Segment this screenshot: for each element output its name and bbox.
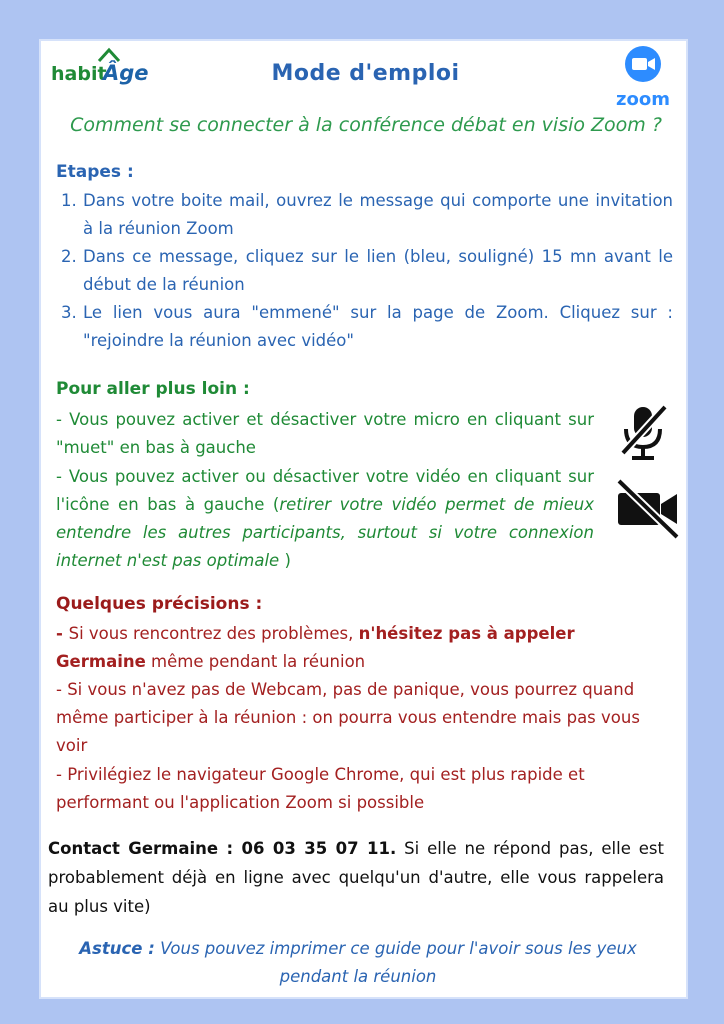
video-off-icon xyxy=(615,477,681,541)
precisions-heading: Quelques précisions : xyxy=(56,594,263,614)
browser-paragraph: - Privilégiez le navigateur Google Chrome, qui est plus rapide et performant ou l'application Zoom si possible xyxy=(56,765,585,812)
subtitle: Comment se connecter à la conférence débat en visio Zoom ? xyxy=(70,114,662,136)
micro-paragraph: - Vous pouvez activer et désactiver votre micro en cliquant sur "muet" en bas à gauche xyxy=(56,410,594,457)
mic-off-icon xyxy=(615,401,671,463)
problems-dash: - xyxy=(56,624,69,643)
step-item xyxy=(61,187,673,243)
video-end: ) xyxy=(279,551,291,570)
step-number: 1. xyxy=(61,191,77,210)
step-item xyxy=(61,299,673,355)
problems-end: même pendant la réunion xyxy=(145,652,366,671)
video-text: - Vous pouvez activer ou désactiver votre vidéo en cliquant sur l'icône en bas à gauche ( xyxy=(56,467,594,514)
logo-habit-text: habit xyxy=(51,63,107,85)
steps-list xyxy=(61,187,673,355)
step-number: 2. xyxy=(61,247,77,266)
call-germaine-text: n'hésitez pas à appeler Germaine xyxy=(56,624,575,671)
problems-paragraph xyxy=(56,620,668,676)
step-text: Dans ce message, cliquez sur le lien (bleu, souligné) 15 mn avant le début de la réunion xyxy=(83,247,673,294)
video-paragraph xyxy=(56,463,594,575)
video-note: retirer votre vidéo permet de mieux entendre les autres participants, surtout si votre connexion internet n'est pas optimale xyxy=(56,495,594,570)
zoom-logo-word: zoom xyxy=(616,89,670,110)
logo-age-text: Âge xyxy=(103,61,149,85)
etapes-heading: Etapes : xyxy=(56,162,134,182)
contact-text: Si elle ne répond pas, elle est probablement déjà en ligne avec quelqu'un d'autre, elle vous rappelera au plus vite) xyxy=(48,839,664,916)
step-text: Le lien vous aura "emmené" sur la page de Zoom. Cliquez sur : "rejoindre la réunion avec vidéo" xyxy=(83,303,673,350)
astuce-text: Vous pouvez imprimer ce guide pour l'avoir sous les yeux pendant la réunion xyxy=(154,939,637,986)
webcam-paragraph: - Si vous n'avez pas de Webcam, pas de panique, vous pourrez quand même participer à la réunion : on pourra vous entendre mais pas vous voir xyxy=(56,680,640,755)
astuce-label: Astuce : xyxy=(79,939,155,958)
step-text: Dans votre boite mail, ouvrez le message qui comporte une invitation à la réunion Zoom xyxy=(83,191,673,238)
plus-loin-heading: Pour aller plus loin : xyxy=(56,379,250,399)
contact-paragraph xyxy=(48,834,664,921)
step-number: 3. xyxy=(61,303,77,322)
problems-text: Si vous rencontrez des problèmes, xyxy=(68,624,359,643)
astuce-paragraph xyxy=(48,935,668,991)
document-page xyxy=(39,39,688,999)
zoom-logo xyxy=(613,45,673,110)
zoom-camera-icon xyxy=(613,45,673,83)
step-item xyxy=(61,243,673,299)
contact-phone: Contact Germaine : 06 03 35 07 11. xyxy=(48,839,397,858)
page-title: Mode d'emploi xyxy=(271,61,460,86)
